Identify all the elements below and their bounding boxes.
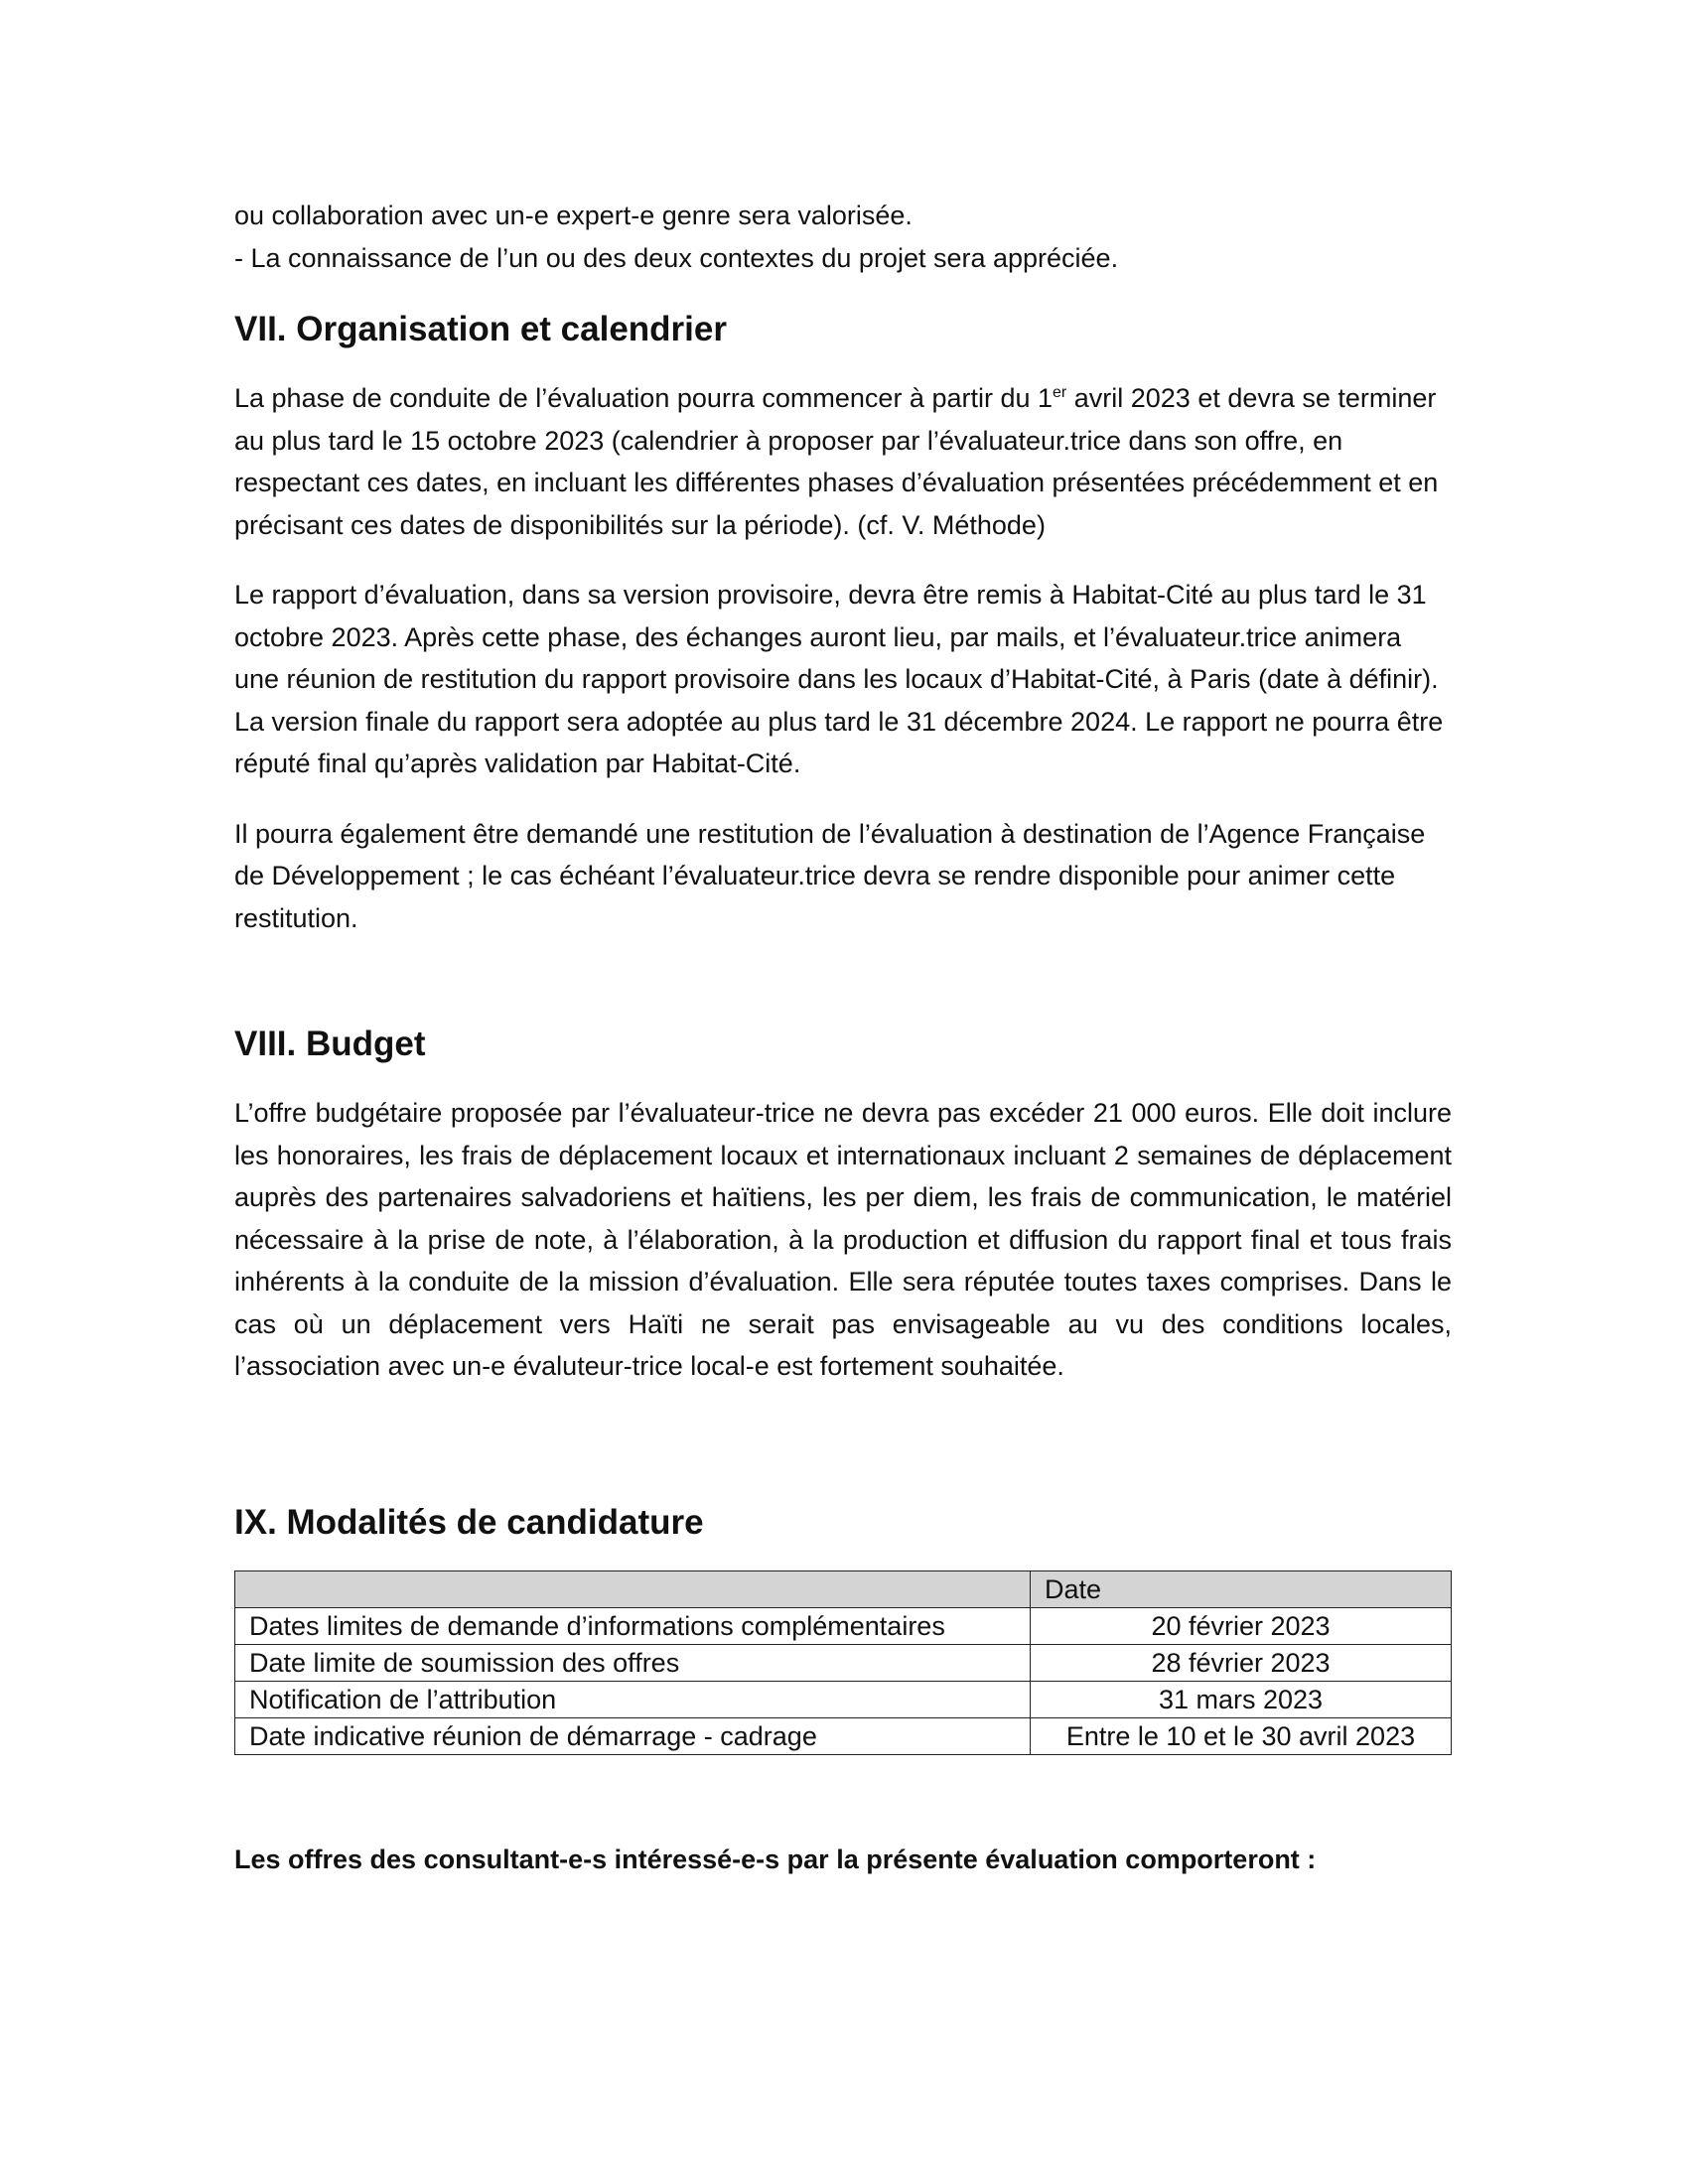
- table-cell-label: Dates limites de demande d’informations complémentaires: [235, 1607, 1031, 1644]
- table-row: [235, 1681, 1452, 1717]
- table-cell-date: Entre le 10 et le 30 avril 2023: [1031, 1717, 1452, 1754]
- offers-intro-line: Les offres des consultant-e-s intéressé-e-s par la présente évaluation comporteront :: [234, 1843, 1317, 1874]
- table-cell-date: 28 février 2023: [1031, 1644, 1452, 1681]
- table-cell-label: Date indicative réunion de démarrage - cadrage: [235, 1717, 1031, 1754]
- table-row: [235, 1644, 1452, 1681]
- schedule-table: [234, 1570, 1452, 1755]
- section-7-p1-text-a: La phase de conduite de l’évaluation pourra commencer à partir du 1: [234, 383, 1054, 413]
- section-8-paragraph-1: L’offre budgétaire proposée par l’évaluateur-trice ne devra pas excéder 21 000 euros. Elle doit inclure les honoraires, les frais de déplacement locaux et internationaux incluant 2 semaines de déplacement auprès des partenaires salvadoriens et haïtiens, les per diem, les frais de communication, le matériel nécessaire à la prise de note, à l’élaboration, à la production et diffusion du rapport final et tous frais inhérents à la conduite de la mission d’évaluation. Elle sera réputée toutes taxes comprises. Dans le cas où un déplacement vers Haïti ne serait pas envisageable au vu des conditions locales, l’association avec un-e évaluteur-trice local-e est fortement souhaitée.: [234, 1098, 1452, 1381]
- table-row: [235, 1607, 1452, 1644]
- section-9-title: IX. Modalités de candidature: [234, 1502, 704, 1542]
- section-7-paragraph-2: Le rapport d’évaluation, dans sa version provisoire, devra être remis à Habitat-Cité au plus tard le 31 octobre 2023. Après cette phase, des échanges auront lieu, par mails, et l’évaluateur.trice animera une réunion de restitution du rapport provisoire dans les locaux d’Habitat-Cité, à Paris (date à définir). La version finale du rapport sera adoptée au plus tard le 31 décembre 2024. Le rapport ne pourra être réputé final qu’après validation par Habitat-Cité.: [234, 580, 1444, 778]
- section-7-p1-text-b: avril 2023 et devra se terminer au plus tard le 15 octobre 2023 (calendrier à proposer par l’évaluateur.trice dans son offre, en respectant ces dates, en incluant les différentes phases d’évaluation présentées précédemment et en précisant ces dates de disponibilités sur la période). (cf. V. Méthode): [234, 383, 1439, 540]
- table-cell-label: Date limite de soumission des offres: [235, 1644, 1031, 1681]
- table-header-row: [235, 1570, 1452, 1607]
- table-header-cell: Date: [1031, 1570, 1452, 1607]
- table-header-cell: [235, 1570, 1031, 1607]
- table-cell-date: 20 février 2023: [1031, 1607, 1452, 1644]
- table-row: [235, 1717, 1452, 1754]
- intro-line-1: ou collaboration avec un-e expert-e genre sera valorisée.: [234, 201, 913, 230]
- section-7-title: VII. Organisation et calendrier: [234, 310, 727, 348]
- page-content: [234, 195, 1452, 1880]
- table-cell-label: Notification de l’attribution: [235, 1681, 1031, 1717]
- section-7-paragraph-1: [234, 377, 1452, 546]
- section-7-paragraph-3: Il pourra également être demandé une restitution de l’évaluation à destination de l’Agence Française de Développement ; le cas échéant l’évaluateur.trice devra se rendre disponible pour animer cette restitution.: [234, 818, 1426, 933]
- section-8-title: VIII. Budget: [234, 1024, 426, 1063]
- table-cell-date: 31 mars 2023: [1031, 1681, 1452, 1717]
- intro-line-2: - La connaissance de l’un ou des deux contextes du projet sera appréciée.: [234, 242, 1119, 273]
- ordinal-superscript: er: [1053, 384, 1067, 401]
